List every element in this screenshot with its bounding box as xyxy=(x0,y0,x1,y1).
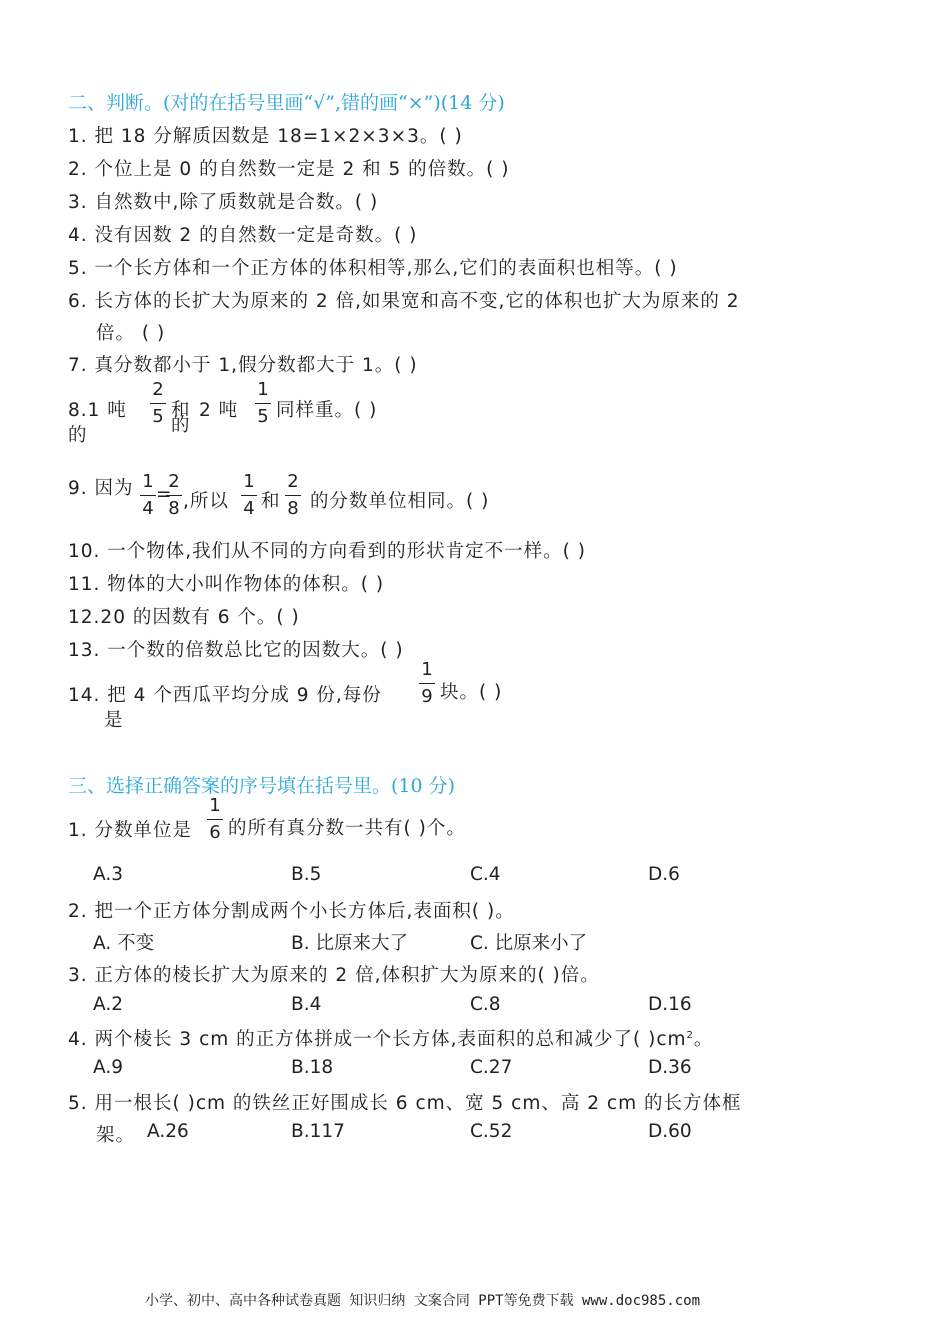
question-9-part: 和 xyxy=(261,491,281,512)
fraction-bar xyxy=(150,403,166,404)
fraction xyxy=(418,661,436,706)
numerator: 2 xyxy=(287,471,299,492)
option-c: C.8 xyxy=(470,994,501,1015)
option-d: D.6 xyxy=(648,864,680,885)
question-1: 1. 把 18 分解质因数是 18=1×2×3×3。( ) xyxy=(68,126,463,147)
question-9-part: ,所以 xyxy=(183,491,229,512)
fraction xyxy=(284,473,302,518)
option-b: B.117 xyxy=(291,1121,345,1142)
fraction xyxy=(254,381,272,426)
denominator: 8 xyxy=(287,498,299,519)
superscript: 2 xyxy=(686,1029,694,1041)
option-d: D.60 xyxy=(648,1121,692,1142)
question-14-part: 块。( ) xyxy=(440,682,503,703)
denominator: 8 xyxy=(168,498,180,519)
question-6-continued: 倍。 ( ) xyxy=(96,323,166,344)
numerator: 1 xyxy=(243,471,255,492)
option-b: B.4 xyxy=(291,994,322,1015)
fraction xyxy=(206,797,224,842)
question-8-part: 和 xyxy=(171,400,191,421)
option-d: D.36 xyxy=(648,1057,692,1078)
choice-question-5: 5. 用一根长( )cm 的铁丝正好围成长 6 cm、宽 5 cm、高 2 cm 的长方体框 xyxy=(68,1093,742,1114)
numerator: 1 xyxy=(257,379,269,400)
denominator: 4 xyxy=(142,498,154,519)
fraction-bar xyxy=(419,683,435,684)
numerator: 1 xyxy=(209,795,221,816)
question-14-part: 是 xyxy=(104,710,124,731)
fraction-bar xyxy=(207,819,223,820)
option-c: C. 比原来小了 xyxy=(470,933,588,954)
question-7: 7. 真分数都小于 1,假分数都大于 1。( ) xyxy=(68,355,418,376)
equals-sign: = xyxy=(156,484,173,505)
denominator: 5 xyxy=(257,406,269,427)
fraction xyxy=(165,473,183,518)
option-c: C.4 xyxy=(470,864,501,885)
choice-question-4-text: 4. 两个棱长 3 cm 的正方体拼成一个长方体,表面积的总和减少了( )cm xyxy=(68,1029,687,1050)
denominator: 4 xyxy=(243,498,255,519)
section2-heading: 二、判断。(对的在括号里画“√”,错的画“×”)(14 分) xyxy=(68,92,505,114)
option-c: C.27 xyxy=(470,1057,513,1078)
fraction xyxy=(240,473,258,518)
denominator: 5 xyxy=(152,406,164,427)
question-11: 11. 物体的大小叫作物体的体积。( ) xyxy=(68,574,385,595)
denominator: 9 xyxy=(421,686,433,707)
fraction-bar xyxy=(255,403,271,404)
option-a: A.3 xyxy=(93,864,123,885)
question-14-part: 14. 把 4 个西瓜平均分成 9 份,每份 xyxy=(68,685,382,706)
question-9-part: 的分数单位相同。( ) xyxy=(310,491,490,512)
choice-question-3: 3. 正方体的棱长扩大为原来的 2 倍,体积扩大为原来的( )倍。 xyxy=(68,965,600,986)
option-a: A.9 xyxy=(93,1057,123,1078)
option-b: B. 比原来大了 xyxy=(291,933,408,954)
option-b: B.5 xyxy=(291,864,322,885)
fraction xyxy=(139,473,157,518)
fraction xyxy=(149,381,167,426)
fraction-bar xyxy=(140,495,156,496)
choice-question-1-part: 的所有真分数一共有( )个。 xyxy=(228,818,466,839)
option-a: A.26 xyxy=(147,1121,189,1142)
question-10: 10. 一个物体,我们从不同的方向看到的形状肯定不一样。( ) xyxy=(68,541,587,562)
denominator: 6 xyxy=(209,822,221,843)
option-a: A. 不变 xyxy=(93,933,155,954)
numerator: 1 xyxy=(421,659,433,680)
numerator: 2 xyxy=(152,379,164,400)
question-8-part: 2 吨 xyxy=(199,400,239,421)
question-9-part: 9. 因为 xyxy=(68,478,134,499)
option-a: A.2 xyxy=(93,994,123,1015)
fraction-bar xyxy=(166,495,182,496)
choice-question-4-end: 。 xyxy=(693,1029,714,1050)
option-c: C.52 xyxy=(470,1121,513,1142)
question-12: 12.20 的因数有 6 个。( ) xyxy=(68,607,300,628)
fraction-bar xyxy=(241,495,257,496)
choice-question-2: 2. 把一个正方体分割成两个小长方体后,表面积( )。 xyxy=(68,901,515,922)
question-8-part: 8.1 吨 xyxy=(68,400,127,421)
question-4: 4. 没有因数 2 的自然数一定是奇数。( ) xyxy=(68,225,418,246)
numerator: 1 xyxy=(142,471,154,492)
choice-question-4 xyxy=(68,1025,713,1051)
question-13: 13. 一个数的倍数总比它的因数大。( ) xyxy=(68,640,404,661)
question-8-part: 的 xyxy=(171,415,191,436)
choice-question-1-part: 1. 分数单位是 xyxy=(68,820,193,841)
question-6: 6. 长方体的长扩大为原来的 2 倍,如果宽和高不变,它的体积也扩大为原来的 2 xyxy=(68,291,740,312)
footer-text: 小学、初中、高中各种试卷真题 知识归纳 文案合同 PPT等免费下载 www.doc985.com xyxy=(145,1293,701,1309)
question-8-part: 的 xyxy=(68,425,88,446)
question-5: 5. 一个长方体和一个正方体的体积相等,那么,它们的表面积也相等。( ) xyxy=(68,258,678,279)
question-8-part: 同样重。( ) xyxy=(276,400,378,421)
choice-question-5-continued: 架。 xyxy=(96,1125,136,1146)
fraction-bar xyxy=(285,495,301,496)
option-d: D.16 xyxy=(648,994,692,1015)
section3-heading: 三、选择正确答案的序号填在括号里。(10 分) xyxy=(68,775,456,797)
question-3: 3. 自然数中,除了质数就是合数。( ) xyxy=(68,192,379,213)
option-b: B.18 xyxy=(291,1057,334,1078)
numerator: 2 xyxy=(168,471,180,492)
question-2: 2. 个位上是 0 的自然数一定是 2 和 5 的倍数。( ) xyxy=(68,159,510,180)
